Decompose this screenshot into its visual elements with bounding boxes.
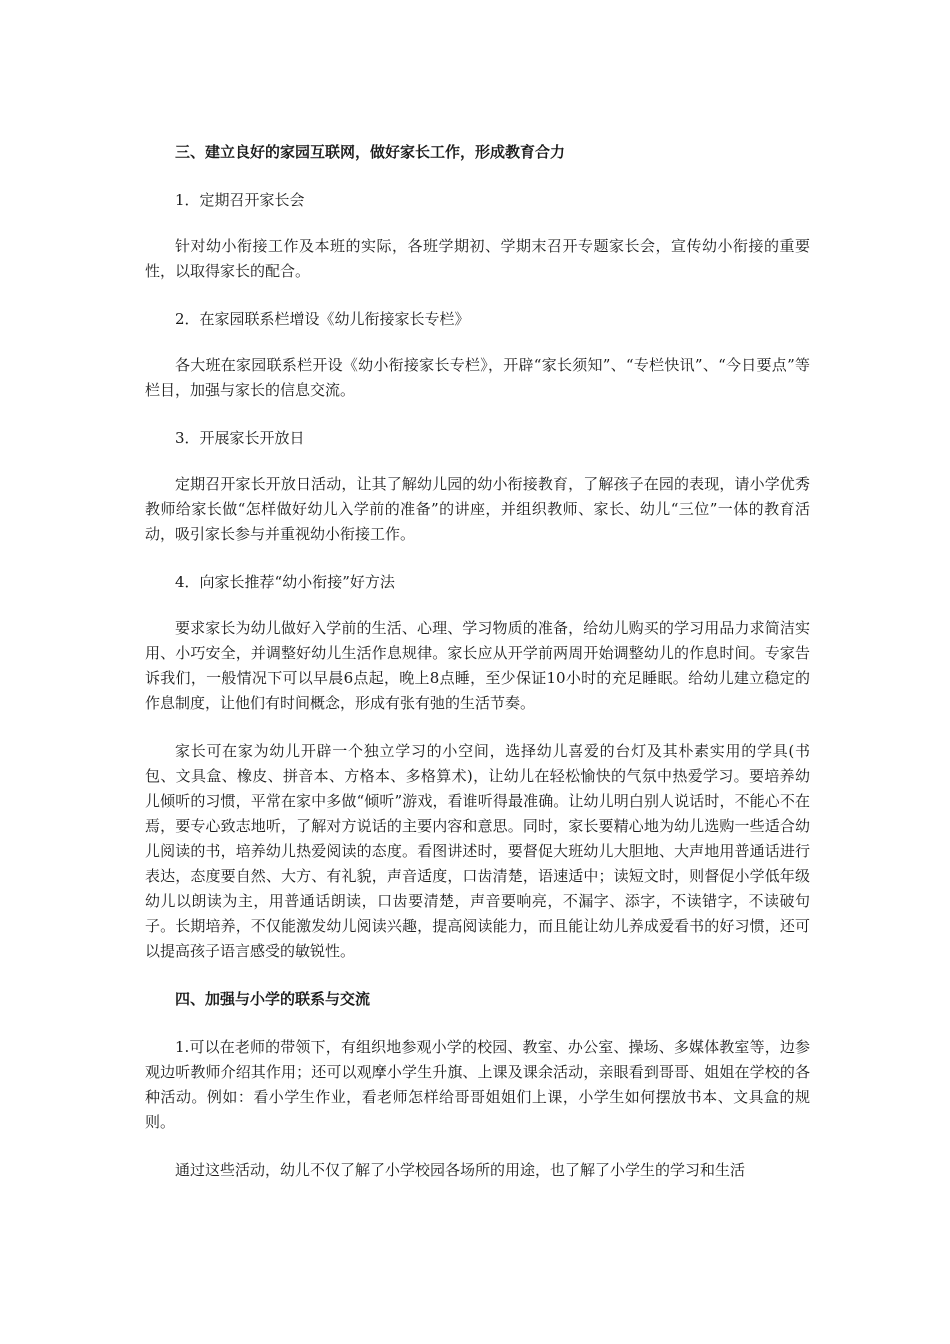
document-page [145, 140, 810, 1206]
subheading-contact-column: 2．在家园联系栏增设《幼儿衔接家长专栏》 [175, 310, 470, 328]
subheading-recommend-methods: 4．向家长推荐“幼小衔接”好方法 [175, 573, 395, 591]
paragraph: 要求家长为幼儿做好入学前的生活、心理、学习物质的准备，给幼儿购买的学习用品力求简洁实用、小巧安全，并调整好幼儿生活作息规律。家长应从开学前两周开始调整幼儿的作息时间。专家告诉我们，一般情况下可以早晨6点起，晚上8点睡，至少保证10小时的充足睡眠。给幼儿建立稳定的作息制度，让他们有时间概念，形成有张有弛的生活节奏。 [145, 619, 810, 712]
paragraph: 各大班在家园联系栏开设《幼小衔接家长专栏》，开辟“家长须知”、“专栏快讯”、“今日要点”等栏目，加强与家长的信息交流。 [145, 356, 810, 399]
section-heading-3: 三、建立良好的家园互联网，做好家长工作，形成教育合力 [175, 143, 566, 161]
paragraph: 定期召开家长开放日活动，让其了解幼儿园的幼小衔接教育，了解孩子在园的表现，请小学优秀教师给家长做“怎样做好幼儿入学前的准备”的讲座，并组织教师、家长、幼儿“三位”一体的教育活动，吸引家长参与并重视幼小衔接工作。 [145, 475, 810, 543]
section-heading-4: 四、加强与小学的联系与交流 [175, 990, 371, 1008]
subheading-open-day: 3．开展家长开放日 [175, 429, 305, 447]
paragraph: 1.可以在老师的带领下，有组织地参观小学的校园、教室、办公室、操场、多媒体教室等，边参观边听教师介绍其作用；还可以观摩小学生升旗、上课及课余活动，亲眼看到哥哥、姐姐在学校的各种活动。例如：看小学生作业，看老师怎样给哥哥姐姐们上课，小学生如何摆放书本、文具盒的规则。 [145, 1038, 810, 1131]
paragraph: 家长可在家为幼儿开辟一个独立学习的小空间，选择幼儿喜爱的台灯及其朴素实用的学具(书包、文具盒、橡皮、拼音本、方格本、多格算术)，让幼儿在轻松愉快的气氛中热爱学习。要培养幼儿倾听的习惯，平常在家中多做“倾听”游戏，看谁听得最准确。让幼儿明白别人说话时，不能心不在焉，要专心致志地听，了解对方说话的主要内容和意思。同时，家长要精心地为幼儿选购一些适合幼儿阅读的书，培养幼儿热爱阅读的态度。看图讲述时，要督促大班幼儿大胆地、大声地用普通话进行表达，态度要自然、大方、有礼貌，声音适度，口齿清楚，语速适中；读短文时，则督促小学低年级幼儿以朗读为主，用普通话朗读，口齿要清楚，声音要响亮，不漏字、添字，不读错字，不读破句子。长期培养，不仅能激发幼儿阅读兴趣，提高阅读能力，而且能让幼儿养成爱看书的好习惯，还可以提高孩子语言感受的敏锐性。 [145, 742, 810, 960]
paragraph: 针对幼小衔接工作及本班的实际，各班学期初、学期末召开专题家长会，宣传幼小衔接的重要性，以取得家长的配合。 [145, 237, 810, 280]
paragraph: 通过这些活动，幼儿不仅了解了小学校园各场所的用途，也了解了小学生的学习和生活 [175, 1161, 746, 1179]
subheading-parent-meeting: 1．定期召开家长会 [175, 191, 305, 209]
